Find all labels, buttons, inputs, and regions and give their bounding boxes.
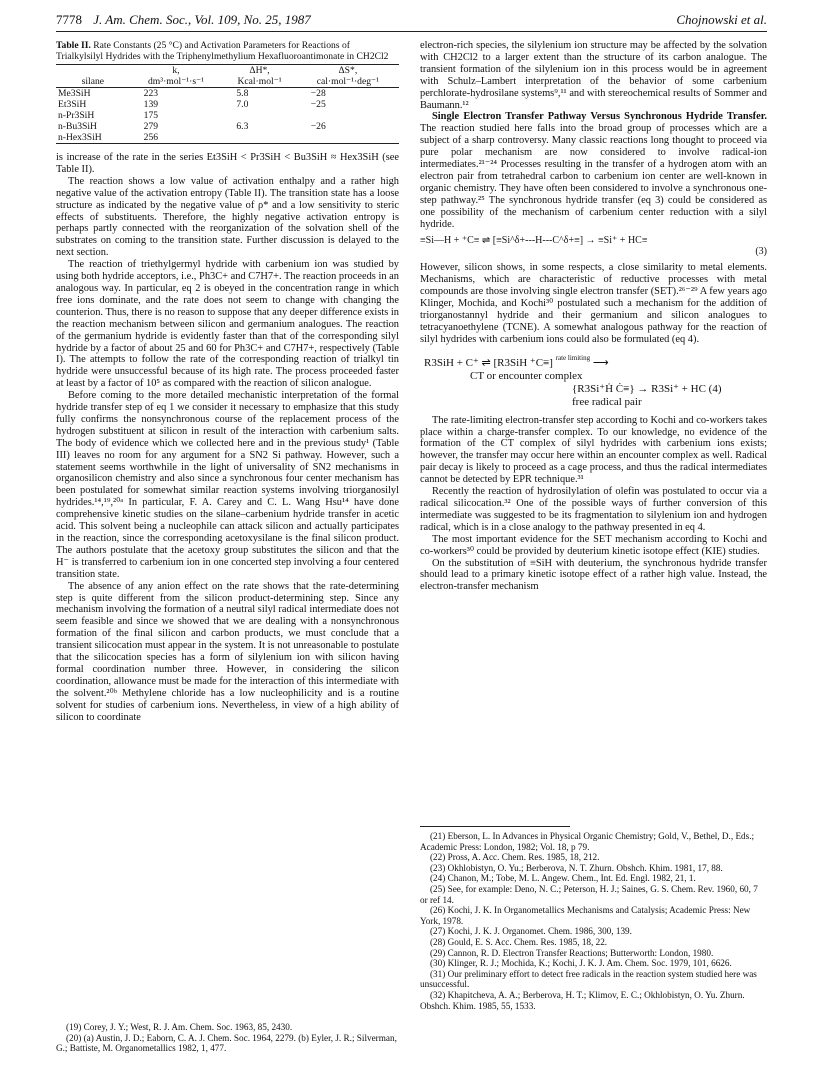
footnote: (32) Khapitcheva, A. A.; Berberova, H. T.; Klimov, E. C.; Okhlobistyn, O. Yu. Zhurn. Obshch. Khim. 1985, 55, 1533. bbox=[420, 989, 745, 1011]
body-paragraph: The reaction of triethylgermyl hydride with carbenium ion was studied by using both hydride acceptors, i.e., Ph3C+ and C7H7+. The reaction proceeds in an analogous way. In particular, eq 2 is obeyed in the concentration range in which free ions dominate, and the rate does not seem to change with changing the counterion. Thus, there is no reason to suppose that any deeper difference exists in the reaction mechanism between silicon and germanium analogues. The reaction of the germanium hydride is evidently faster than that of the corresponding silyl hydride by a factor of about 25 and 60 for Ph3C+ and C7H7+, respectively (Table I). The attempts to follow the rate of the corresponding reaction of trialkyl tin hydride were unsuccessful because of its high rate. The process proceeded faster at least by a factor of 10⁵ as compared with the reaction of silicon analogue. bbox=[56, 259, 399, 390]
page-number: 7778 bbox=[56, 12, 82, 27]
eq4-line2: CT or encounter complex bbox=[470, 369, 583, 382]
table-row bbox=[56, 110, 399, 121]
table-caption-label: Table II. bbox=[56, 40, 91, 51]
body-paragraph: electron-rich species, the silylenium ion structure may be affected by the solvation with CH2Cl2 to a larger extent than the structure of its carbon analogue. The transient formation of the silylenium ion in this process would be in agreement with Schulz–Lambert interpretation of the behavior of some carbenium perchlorate-hydrosilane systems⁹,¹¹ and with stereochemical results of Sommer and Baumann.¹² bbox=[420, 40, 767, 111]
body-paragraph: The reaction shows a low value of activation enthalpy and a rather high negative value of the activation entropy (Table II). The transition state has a loose structure as indicated by the negative value of ρ* and a low sensitivity to steric effects of substituents. Therefore, the highly negative activation entropy is perhaps partly connected with the reorganization of the solvation shell of the substrates on coming to the transition state. Further discussion is delayed to the next section. bbox=[56, 175, 399, 259]
table-cell-k: 279 bbox=[143, 121, 159, 132]
table-cell-silane: n-Hex3SiH bbox=[56, 132, 130, 144]
header-rule bbox=[56, 31, 767, 32]
col-header-ds: ΔS*, bbox=[297, 65, 399, 77]
table-cell-dh: 6.3 bbox=[236, 121, 249, 132]
page-header bbox=[56, 12, 767, 32]
rate-constants-table bbox=[56, 64, 399, 144]
col-header-k: k, bbox=[130, 65, 223, 77]
table-caption bbox=[56, 40, 399, 62]
eq4-line3: {R3Si⁺Ḣ Ċ≡} → R3Si⁺ + HC (4) bbox=[572, 382, 722, 395]
col-unit-ds: cal·mol⁻¹·deg⁻¹ bbox=[297, 76, 399, 88]
footnote: (20) (a) Austin, J. D.; Eaborn, C. A. J. Chem. Soc. 1964, 2279. (b) Eyler, J. R.; Silverman, G.; Battiste, M. Organometallics 1982, 1, 477. bbox=[56, 1032, 397, 1054]
running-authors: Chojnowski et al. bbox=[676, 12, 767, 27]
col-header-dh: ΔH*, bbox=[222, 65, 296, 77]
equation-3 bbox=[420, 235, 767, 259]
equation-3-text: ≡Si—H + ⁺C≡ ⇌ [≡Si^δ+---H---C^δ+≡] → ≡Si⁺ + HC≡ bbox=[420, 234, 648, 246]
eq4-line4: free radical pair bbox=[572, 395, 642, 408]
table-cell-silane: n-Pr3SiH bbox=[58, 110, 95, 121]
body-paragraph: is increase of the rate in the series Et3SiH < Pr3SiH < Bu3SiH ≈ Hex3SiH (see Table II). bbox=[56, 152, 399, 175]
body-paragraph: Recently the reaction of hydrosilylation of olefin was postulated to occur via a radical silicocation.³² One of the possible ways of further conversion of this intermediate was suggested to be its fragmentation to silylenium ion and hydrogen radical, which is in a close analogy to the pathway presented in eq 4. bbox=[420, 486, 767, 533]
table-cell-ds: −25 bbox=[310, 99, 326, 110]
table-row bbox=[56, 99, 399, 110]
eq4-arrow: ⟶ bbox=[592, 356, 609, 369]
footnote: (24) Chanon, M.; Tobe, M. L. Angew. Chem., Int. Ed. Engl. 1982, 21, 1. bbox=[430, 873, 696, 884]
footnote: (29) Cannon, R. D. Electron Transfer Reactions; Butterworth: London, 1980. bbox=[430, 947, 714, 958]
right-column bbox=[420, 40, 767, 593]
equation-3-number: (3) bbox=[755, 246, 767, 258]
right-footnotes bbox=[420, 818, 767, 1011]
eq4-rate-label: rate limiting bbox=[555, 353, 591, 362]
body-paragraph: Before coming to the more detailed mechanistic interpretation of the formal hydride transfer step of eq 1 we consider it necessary to emphasize that this study fully confirms the nonsynchronous course of the replacement process of the hydrogen substituent at silicon in result of the interaction with carbenium salts. The body of evidence which we collected here and in the previous study¹ (Table III) leaves no room for any argument for a SN2 Si pathway. However, such a statement seems worthwhile in the light of universality of SN2 mechanisms in organosilicon chemistry and also since a synchronous four center mechanism has been postulated for somewhat similar reaction systems involving triorganosilyl hydrides.¹⁴,¹⁹,²⁰ᵃ In particular, F. A. Carey and C. L. Wang Hsu¹⁴ have done comprehensive kinetic studies on the silane–carbenium hydride transfer in acetic acid. This solvent being a nucleophile can attack silicon and actually participates in the reaction, since the corresponding acetoxysilane is the final silicon product. The authors postulate that the acetoxy group substitutes the silicon and that the H⁻ is transferred to carbenium ion in one concerted step involving a four centered transition state. bbox=[56, 390, 399, 580]
table-cell-k: 139 bbox=[143, 99, 159, 110]
col-unit-dh: Kcal·mol⁻¹ bbox=[222, 76, 296, 88]
footnote: (19) Corey, J. Y.; West, R. J. Am. Chem. Soc. 1963, 85, 2430. bbox=[66, 1022, 293, 1032]
footnote: (28) Gould, E. S. Acc. Chem. Res. 1985, 18, 22. bbox=[430, 936, 608, 947]
table-cell-dh: 5.8 bbox=[236, 88, 249, 99]
footnote: (31) Our preliminary effort to detect free radicals in the reaction system studied here was unsuccessful. bbox=[420, 968, 757, 990]
left-column bbox=[56, 40, 399, 724]
table-cell-ds bbox=[297, 132, 399, 144]
footnote: (23) Okhlobistyn, O. Yu.; Berberova, N. T. Zhurn. Obshch. Khim. 1981, 17, 88. bbox=[430, 862, 723, 873]
table-cell-dh: 7.0 bbox=[236, 99, 249, 110]
footnote: (30) Klinger, R. J.; Mochida, K.; Kochi, J. K. J. Am. Chem. Soc. 1979, 101, 6626. bbox=[430, 958, 732, 969]
table-cell-dh bbox=[222, 110, 296, 121]
table-cell-ds bbox=[297, 110, 399, 121]
left-footnotes bbox=[56, 1022, 399, 1054]
table-row bbox=[56, 132, 399, 144]
table-cell-dh bbox=[222, 132, 296, 144]
table-row bbox=[56, 121, 399, 132]
col-header-silane: silane bbox=[56, 76, 130, 88]
table-cell-k: 256 bbox=[130, 132, 223, 144]
eq4-line1: R3SiH + C⁺ ⇌ [R3SiH ⁺C≡] bbox=[424, 356, 553, 369]
body-paragraph: The rate-limiting electron-transfer step according to Kochi and co-workers takes place within a charge-transfer complex. To our knowledge, no evidence of the formation of the CT complex of silyl hydrides with carbenium ions exists; however, the transfer may occur here within an encounter complex as well. Radical pair decay is likely to proceed as a cage process, and thus the radical intermediates cannot be detected by EPR technique.³¹ bbox=[420, 414, 767, 486]
table-cell-silane: Et3SiH bbox=[58, 99, 87, 110]
table-cell-silane: Me3SiH bbox=[58, 88, 91, 99]
col-unit-k: dm³·mol⁻¹·s⁻¹ bbox=[130, 76, 223, 88]
body-paragraph: The most important evidence for the SET mechanism according to Kochi and co-workers³⁰ could be provided by deuterium kinetic isotope effect (KIE) studies. bbox=[420, 533, 767, 557]
table-cell-k: 223 bbox=[143, 88, 159, 99]
footnote: (22) Pross, A. Acc. Chem. Res. 1985, 18, 212. bbox=[430, 852, 600, 863]
body-paragraph: The absence of any anion effect on the rate shows that the rate-determining step is quite different from the silicon product-determining step. Since any mechanism involving the formation of a neutral silyl radical intermediate does not seem feasible and since we showed that we are dealing with a nonsynchronous formation of the final silicon and carbon products, we must conclude that a transient silicocation must appear in the system. It is not unreasonable to postulate that the silicocation species has a form of silylenium ion with silicon having formal coordination number three. However, in considering the silicon coordination, allowance must be made for the interaction of this intermediate with the solvent.²⁰ᵇ Methylene chloride has a low nucleophilicity and is a routine solvent for studies of carbenium ions. Nevertheless, in view of a high ability of silicon to coordinate bbox=[56, 580, 399, 723]
footnote: (27) Kochi, J. K. J. Organomet. Chem. 1986, 300, 139. bbox=[430, 926, 632, 937]
table-caption-text: Rate Constants (25 °C) and Activation Parameters for Reactions of Trialkylsilyl Hydrides with the Triphenylmethylium Hexafluoroantimonate in CH2Cl2 bbox=[56, 40, 389, 62]
table-cell-silane: n-Bu3SiH bbox=[58, 121, 97, 132]
table-row bbox=[56, 88, 399, 100]
table-cell-ds: −28 bbox=[310, 88, 326, 99]
journal-citation: J. Am. Chem. Soc., Vol. 109, No. 25, 1987 bbox=[93, 12, 311, 27]
body-paragraph: However, silicon shows, in some respects, a close similarity to metal elements. Mechanisms, which are characteristic of reductive processes with metal compounds are those involving single electron transfer (SET).²⁶⁻²⁹ A few years ago Klinger, Mochida, and Kochi³⁰ postulated such a mechanism for the addition of triorganostannyl hydride and their germanium and silicon analogues to tetracyanoethylene (TCNE). A somewhat analogous pathway for the reaction of silyl hydrides with carbenium ions could also be formulated (eq 4). bbox=[420, 262, 767, 345]
section-title: Single Electron Transfer Pathway Versus Synchronous Hydride Transfer. bbox=[432, 111, 767, 123]
table-cell-ds: −26 bbox=[310, 121, 326, 132]
footnote: (26) Kochi, J. K. In Organometallics Mechanisms and Catalysis; Academic Press: New York, 1978. bbox=[420, 905, 751, 926]
section-paragraph: Single Electron Transfer Pathway Versus Synchronous Hydride Transfer. The reaction studied here falls into the broad group of processes which are a subject of a sharp controversy. Many classic reactions long thought to proceed via pure polar mechanism are now considered to involve radical-ion intermediates.²¹⁻²⁴ Processes resulting in the transfer of a hydrogen atom with an electron pair from tetrahedral carbon to carbenium ion center are well-known in organic chemistry. They have often been considered to involve a synchronous one-step pathway.²⁵ The synchronous hydride transfer (eq 3) could be considered as one possibility of the mechanism of carbenium center reduction with a silyl hydride. bbox=[420, 111, 767, 230]
table-cell-k: 175 bbox=[143, 110, 159, 121]
footnote-rule bbox=[420, 826, 570, 827]
footnote: (25) See, for example: Deno, N. C.; Peterson, H. J.; Saines, G. S. Chem. Rev. 1960, 60, 7 or ref 14. bbox=[420, 883, 758, 905]
equation-4 bbox=[424, 352, 767, 409]
body-paragraph: On the substitution of ≡SiH with deuterium, the synchronous hydride transfer should lead to a primary kinetic isotope effect of a rather high value. Instead, the electron-transfer mechanism bbox=[420, 557, 767, 593]
footnote: (21) Eberson, L. In Advances in Physical Organic Chemistry; Gold, V., Bethel, D., Eds.; Academic Press: London, 1982; Vol. 18, p 79. bbox=[420, 831, 755, 852]
